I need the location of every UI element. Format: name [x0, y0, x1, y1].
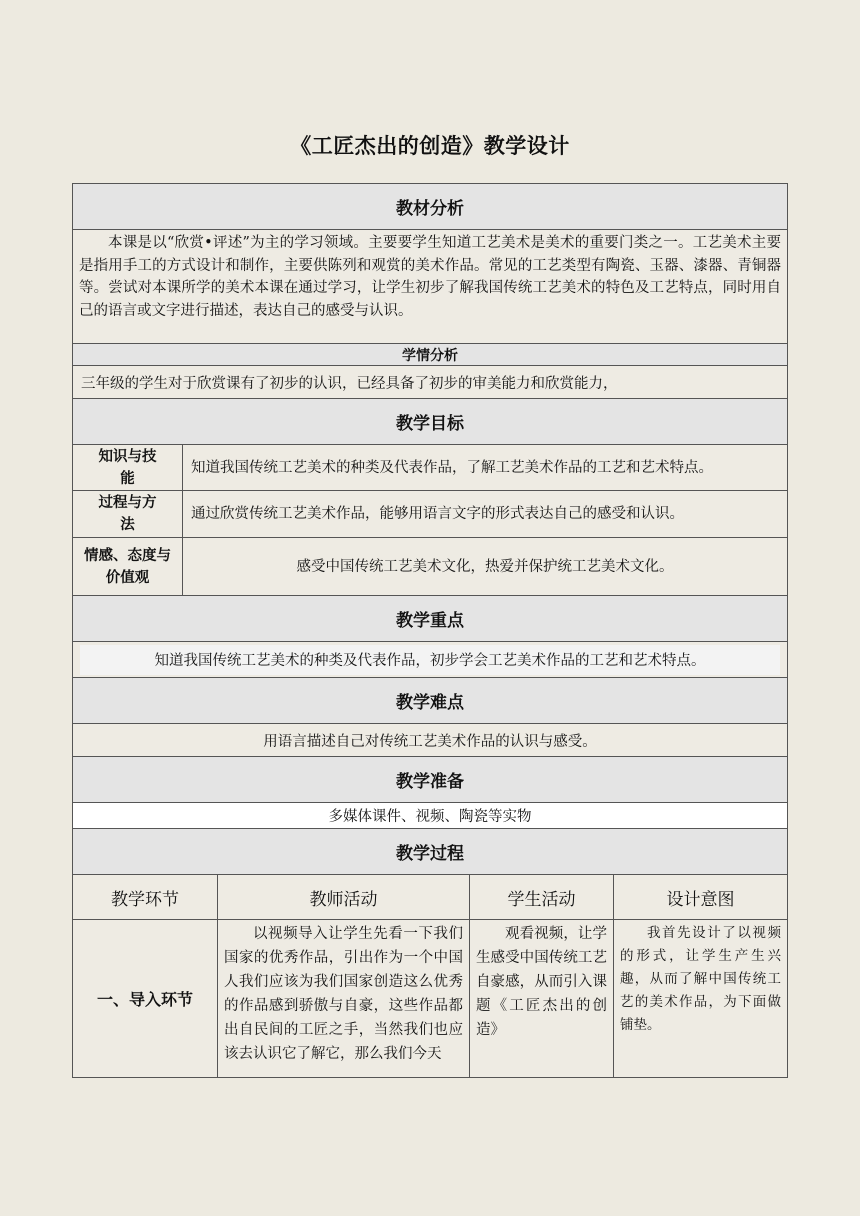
difficulty-heading: 教学难点	[73, 678, 787, 724]
objective-row-attitude	[73, 538, 787, 596]
objective-text: 通过欣赏传统工艺美术作品，能够用语言文字的形式表达自己的感受和认识。	[183, 491, 787, 537]
lesson-plan-table	[72, 183, 788, 1078]
objective-text: 知道我国传统工艺美术的种类及代表作品，了解工艺美术作品的工艺和艺术特点。	[183, 445, 787, 490]
keypoint-heading: 教学重点	[73, 596, 787, 642]
keypoint-row	[73, 642, 787, 678]
objective-text: 感受中国传统工艺美术文化，热爱并保护统工艺美术文化。	[183, 538, 787, 595]
process-design-intent: 我首先设计了以视频的形式，让学生产生兴趣，从而了解中国传统工艺的美术作品，为下面做铺垫。	[614, 920, 787, 1077]
objective-label: 知识与技能	[73, 445, 183, 490]
process-row	[73, 920, 787, 1077]
column-header-stage: 教学环节	[73, 875, 218, 919]
process-student-activity: 观看视频，让学生感受中国传统工艺自豪感，从而引入课题《工匠杰出的创造》	[470, 920, 614, 1077]
preparation-heading: 教学准备	[73, 757, 787, 803]
objective-row-process	[73, 491, 787, 538]
preparation-text: 多媒体课件、视频、陶瓷等实物	[73, 803, 787, 829]
process-teacher-activity: 以视频导入让学生先看一下我们国家的优秀作品，引出作为一个中国人我们应该为我们国家创造这么优秀的作品感到骄傲与自豪，这些作品都出自民间的工匠之手，当然我们也应该去认识它了解它，那么我们今天	[218, 920, 470, 1077]
objective-label: 过程与方法	[73, 491, 183, 537]
process-heading: 教学过程	[73, 829, 787, 875]
students-heading: 学情分析	[73, 344, 787, 366]
process-column-headers	[73, 875, 787, 920]
column-header-intent: 设计意图	[614, 875, 787, 919]
column-header-teacher: 教师活动	[218, 875, 470, 919]
objective-label: 情感、态度与价值观	[73, 538, 183, 595]
keypoint-text: 知道我国传统工艺美术的种类及代表作品，初步学会工艺美术作品的工艺和艺术特点。	[80, 645, 780, 675]
students-text: 三年级的学生对于欣赏课有了初步的认识，已经具备了初步的审美能力和欣赏能力，	[73, 366, 787, 399]
analysis-heading: 教材分析	[73, 184, 787, 230]
objective-row-knowledge	[73, 445, 787, 491]
difficulty-text: 用语言描述自己对传统工艺美术作品的认识与感受。	[73, 724, 787, 757]
column-header-student: 学生活动	[470, 875, 614, 919]
document-title: 《工匠杰出的创造》教学设计	[290, 134, 570, 158]
process-stage: 一、导入环节	[73, 920, 218, 1077]
objectives-heading: 教学目标	[73, 399, 787, 445]
analysis-text: 本课是以“欣赏•评述”为主的学习领域。主要要学生知道工艺美术是美术的重要门类之一。工艺美术主要是指用手工的方式设计和制作，主要供陈列和观赏的美术作品。常见的工艺类型有陶瓷、玉器、漆器、青铜器等。尝试对本课所学的美术本课在通过学习，让学生初步了解我国传统工艺美术的特色及工艺特点，同时用自己的语言或文字进行描述，表达自己的感受与认识。	[73, 230, 787, 344]
